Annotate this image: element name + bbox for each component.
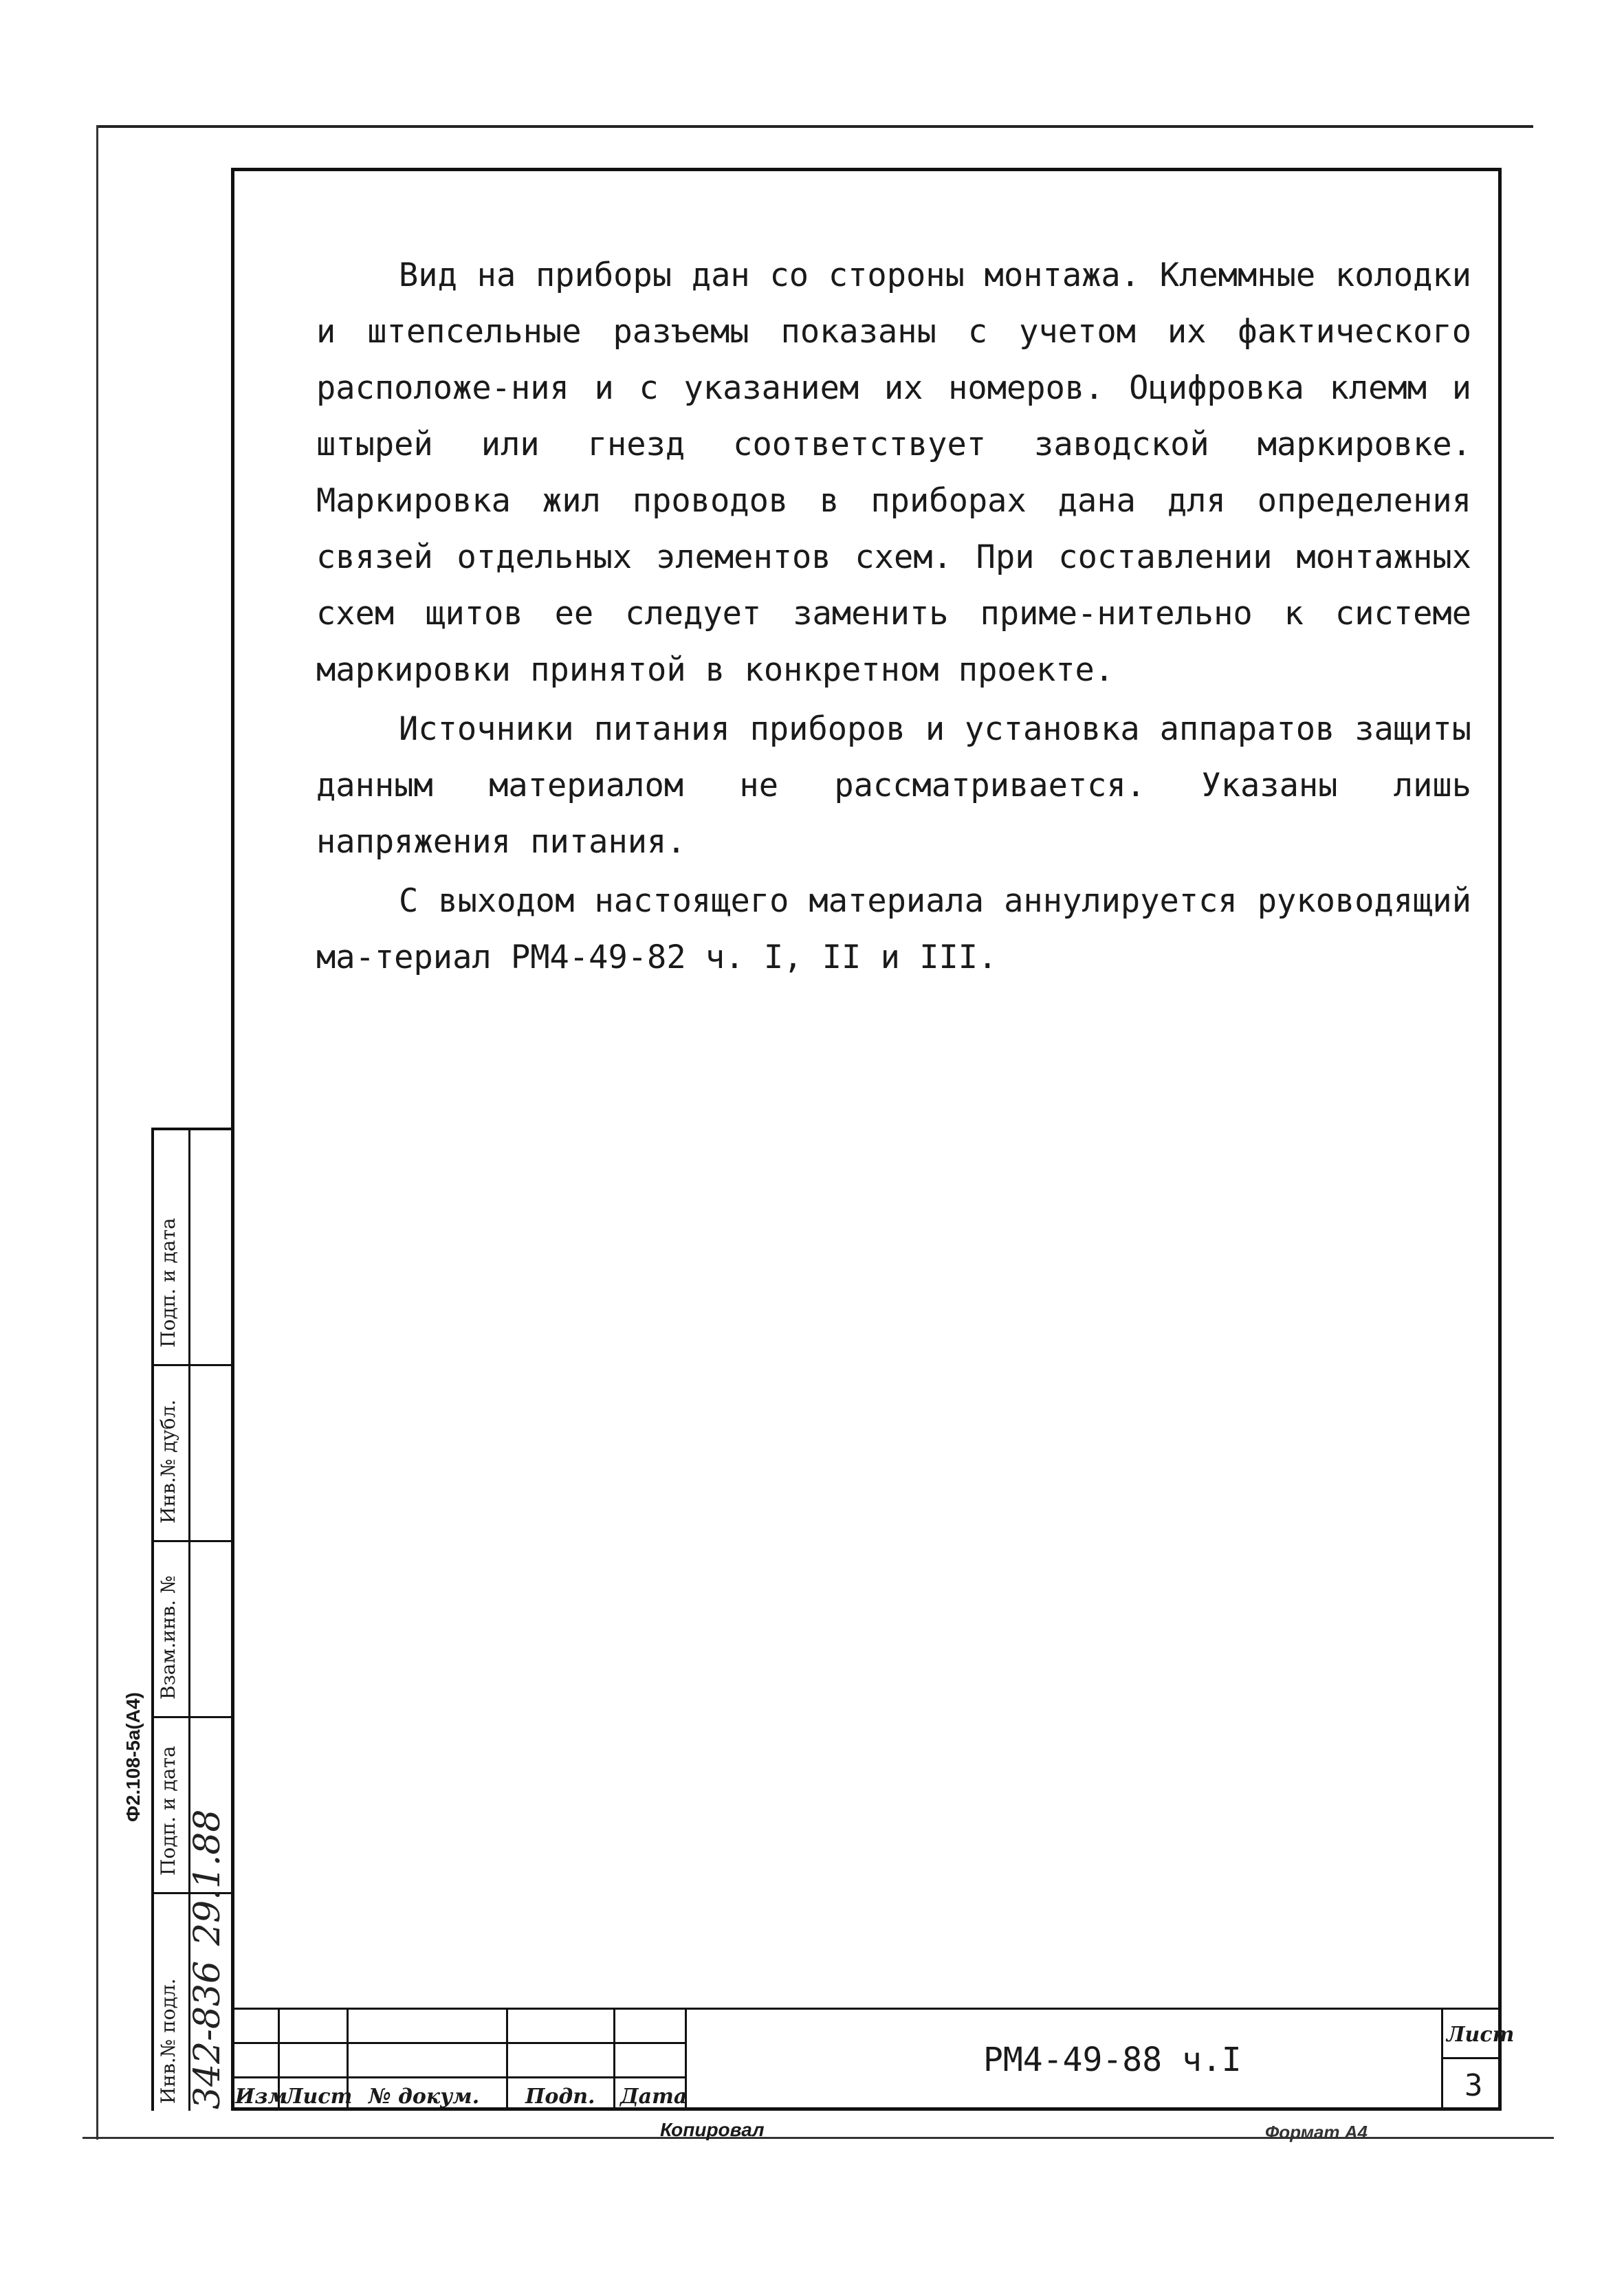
sheet-top-line: [96, 125, 1533, 128]
document-designation: РМ4-49-88 ч.I: [983, 2041, 1242, 2079]
paragraph-1: Вид на приборы дан со стороны монтажа. Клеммные колодки и штепсельные разъемы показаны с учетом их фактического расположе-ния и с указанием их номеров. Оцифровка клемм и штырей или гнезд соответствует заводской маркировке. Маркировка жил проводов в приборах дана для определения связей отдельных элементов схем. При составлении монтажных схем щитов ее следует заменить приме-нительно к системе маркировки принятой в конкретном проекте.: [316, 256, 1471, 689]
sheet-number: 3: [1464, 2068, 1483, 2103]
tb-label-list: Лист: [285, 2085, 353, 2109]
stamp-label-inv-dubl: Инв.№ дубл.: [157, 1399, 179, 1524]
tb-label-izm: Изм: [235, 2085, 288, 2109]
tb-col-line: [1441, 2008, 1443, 2111]
sheet-label: Лист: [1447, 2023, 1515, 2047]
paragraph-3: С выходом настоящего материала аннулируется руководящий ма-териал РМ4-49-82 ч. I, II и III.: [316, 882, 1471, 976]
stamp-row-line: [154, 1716, 234, 1718]
tb-col-line: [506, 2008, 508, 2111]
stamp-row-line: [154, 1364, 234, 1366]
tb-label-data: Дата: [620, 2085, 688, 2109]
tb-col-line: [613, 2008, 615, 2111]
footer-format: Формат А4: [1265, 2122, 1368, 2142]
stamp-label-vzam-inv: Взам.инв. №: [157, 1575, 179, 1700]
stamp-label-podp-data-top: Подп. и дата: [157, 1218, 179, 1348]
handwritten-signature-date: 29.1.88: [187, 1809, 228, 1946]
tb-row-line: [231, 2042, 685, 2044]
title-block: [231, 2008, 1515, 2111]
stamp-label-podp-data: Подп. и дата: [157, 1746, 179, 1876]
stamp-label-inv-podl: Инв.№ подл.: [157, 1978, 179, 2104]
tb-top-line: [231, 2008, 1502, 2010]
tb-label-doc: № докум.: [369, 2085, 480, 2109]
tb-label-podp: Подп.: [525, 2085, 595, 2109]
form-code: Ф2.108-5а(А4): [122, 1692, 144, 1822]
footer-copied: Копировал: [660, 2119, 765, 2140]
paragraph-2: Источники питания приборов и установка аппаратов защиты данным материалом не рассматривается. Указаны лишь напряжения питания.: [316, 710, 1471, 861]
sheet-left-line: [96, 125, 98, 2140]
handwritten-inv-number: 342-836: [187, 1960, 228, 2109]
tb-row-line: [231, 2076, 685, 2078]
tb-sheet-line: [1441, 2057, 1502, 2059]
document-body: [316, 248, 1471, 986]
stamp-row-line: [154, 1540, 234, 1542]
